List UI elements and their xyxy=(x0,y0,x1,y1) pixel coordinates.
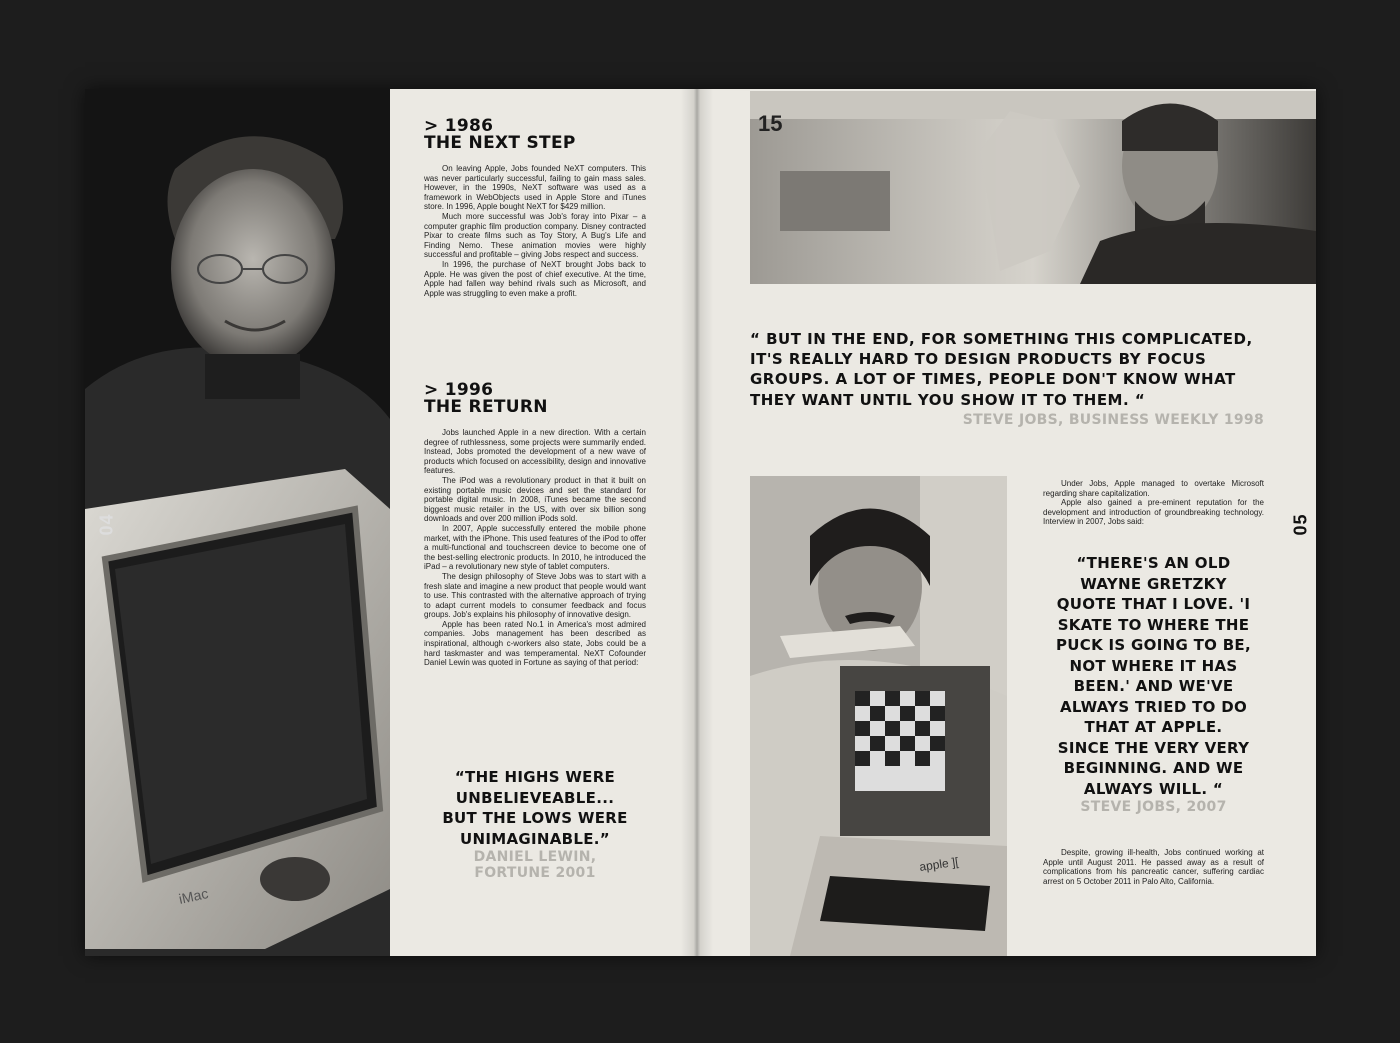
section-title: THE NEXT STEP xyxy=(424,133,576,153)
quote-attribution: FORTUNE 2001 xyxy=(474,865,596,881)
closing-body xyxy=(1043,848,1264,886)
quote-line: “THERE'S AN OLD xyxy=(1076,554,1231,572)
intro-body xyxy=(1043,479,1264,527)
quote-line: “THE HIGHS WERE xyxy=(454,768,616,786)
quote-line: UNBELIEVEABLE... xyxy=(455,788,615,807)
quote-line: THAT AT APPLE. xyxy=(1084,718,1223,736)
quote-line: IT'S REALLY HARD TO DESIGN PRODUCTS BY FOCUS xyxy=(750,350,1207,369)
page-number-left: 04 xyxy=(96,513,117,536)
left-page xyxy=(85,89,697,956)
quote-line: NOT WHERE IT HAS xyxy=(1069,656,1238,675)
quote-line: WAYNE GRETZKY xyxy=(1080,574,1227,593)
page-number-right: 05 xyxy=(1290,513,1311,536)
magazine-spread xyxy=(85,89,1316,956)
pull-quote-focus-groups xyxy=(750,329,1264,430)
section-year: > 1986 xyxy=(424,116,494,136)
section-heading-1996 xyxy=(424,382,548,416)
paragraph: The design philosophy of Steve Jobs was to start with a fresh slate and imagine a new product that people would want to use. This contrasted with the alternative approach of trying to adapt current models to consumer feedback and focus groups. Job's explains his philosophy of innovative design. xyxy=(424,571,646,620)
room-sign: 15 xyxy=(758,111,783,136)
paragraph: Under Jobs, Apple managed to overtake Microsoft regarding share capitalization. xyxy=(1043,479,1264,498)
section-year: > 1996 xyxy=(424,380,494,400)
quote-line: QUOTE THAT I LOVE. 'I xyxy=(1056,595,1251,613)
quote-line: BEEN.' AND WE'VE xyxy=(1073,677,1234,695)
quote-attribution: STEVE JOBS, 2007 xyxy=(1080,799,1227,815)
pull-quote-gretzky xyxy=(1043,553,1264,815)
photo-high-five xyxy=(750,91,1316,284)
paragraph: The iPod was a revolutionary product in that it built on existing portable music devices and set the standard for portable digital music. In 2008, iTunes became the second biggest music retailer in the US, with over six billion song downloads and over 200 million iPods sold. xyxy=(424,475,646,524)
quote-line: UNIMAGINABLE.” xyxy=(460,829,610,848)
quote-line: THEY WANT UNTIL YOU SHOW IT TO THEM. “ xyxy=(750,390,1146,409)
paragraph: Apple has been rated No.1 in America's most admired companies. Jobs management has been described as inspirational, although c-workers also state, Jobs could be a hard taskmaster and was temperamental. NeXT Cofounder Daniel Lewin was quoted in Fortune as saying of that period: xyxy=(424,619,646,668)
book-gutter xyxy=(681,89,713,956)
paragraph: Apple also gained a pre-eminent reputation for the development and introduction of groundbreaking technology. Interview in 2007, Jobs said: xyxy=(1043,498,1264,527)
quote-line: ALWAYS TRIED TO DO xyxy=(1059,697,1248,716)
paragraph: In 1996, the purchase of NeXT brought Jobs back to Apple. He was given the post of chief executive. At the time, Apple had fallen way behind rivals such as Microsoft, and Apple was struggling to even make a profit. xyxy=(424,259,646,298)
quote-line: BEGINNING. AND WE xyxy=(1063,759,1244,777)
quote-line: ALWAYS WILL. “ xyxy=(1083,779,1224,798)
section-body-1986 xyxy=(424,164,646,298)
paragraph: On leaving Apple, Jobs founded NeXT computers. This was never particularly successful, failing to gain mass sales. However, in the 1990s, NeXT software was used as a framework in WebObjects used in Apple Store and iTunes store. In 1996, Apple bought NeXT for $429 million. xyxy=(424,164,646,212)
quote-attribution: DANIEL LEWIN, xyxy=(473,849,597,865)
paragraph: Jobs launched Apple in a new direction. With a certain degree of ruthlessness, some projects were summarily ended. Instead, Jobs promoted the development of a new wave of products which focused on accessibility, design and innovative features. xyxy=(424,428,646,476)
quote-line: “ BUT IN THE END, FOR SOMETHING THIS COMPLICATED, xyxy=(750,330,1253,348)
apple-ii-label: apple ][ xyxy=(918,854,960,874)
paragraph: In 2007, Apple successfully entered the mobile phone market, with the iPhone. This used features of the iPod to offer a multi-functional and touchscreen device to become one of the best-selling electronic products. In 2010, he introduced the iPad – a revolutionary new style of tablet computers. xyxy=(424,523,646,572)
quote-line: SKATE TO WHERE THE xyxy=(1057,615,1250,634)
paragraph: Much more successful was Job's foray into Pixar – a computer graphic film production company. Disney contracted Pixar to create films such as Toy Story, A Bug's Life and Finding Nemo. These animation movies were highly successful and profitable – giving Jobs respect and success. xyxy=(424,211,646,260)
portrait-image xyxy=(85,89,390,956)
quote-attribution: STEVE JOBS, BUSINESS WEEKLY 1998 xyxy=(962,411,1264,428)
apple-ii-image xyxy=(750,476,1007,956)
quote-line: PUCK IS GOING TO BE, xyxy=(1056,636,1251,654)
photo-jobs-with-imac xyxy=(85,89,390,956)
high-five-image xyxy=(750,91,1316,284)
pull-quote-lewin xyxy=(424,767,646,881)
section-heading-1986 xyxy=(424,118,576,152)
quote-line: GROUPS. A LOT OF TIMES, PEOPLE DON'T KNOW WHAT xyxy=(750,370,1236,389)
section-title: THE RETURN xyxy=(424,397,548,417)
quote-line: SINCE THE VERY VERY xyxy=(1057,738,1250,757)
photo-jobs-apple-ii xyxy=(750,476,1007,956)
right-page xyxy=(697,89,1316,956)
section-body-1996 xyxy=(424,428,646,668)
paragraph: Despite, growing ill-health, Jobs continued working at Apple until August 2011. He passed away as a result of complications from his pancreatic cancer, suffering cardiac arrest on 5 October 2011 in Palo Alto, California. xyxy=(1043,848,1264,886)
imac-label: iMac xyxy=(177,885,210,907)
quote-line: BUT THE LOWS WERE xyxy=(442,809,628,827)
